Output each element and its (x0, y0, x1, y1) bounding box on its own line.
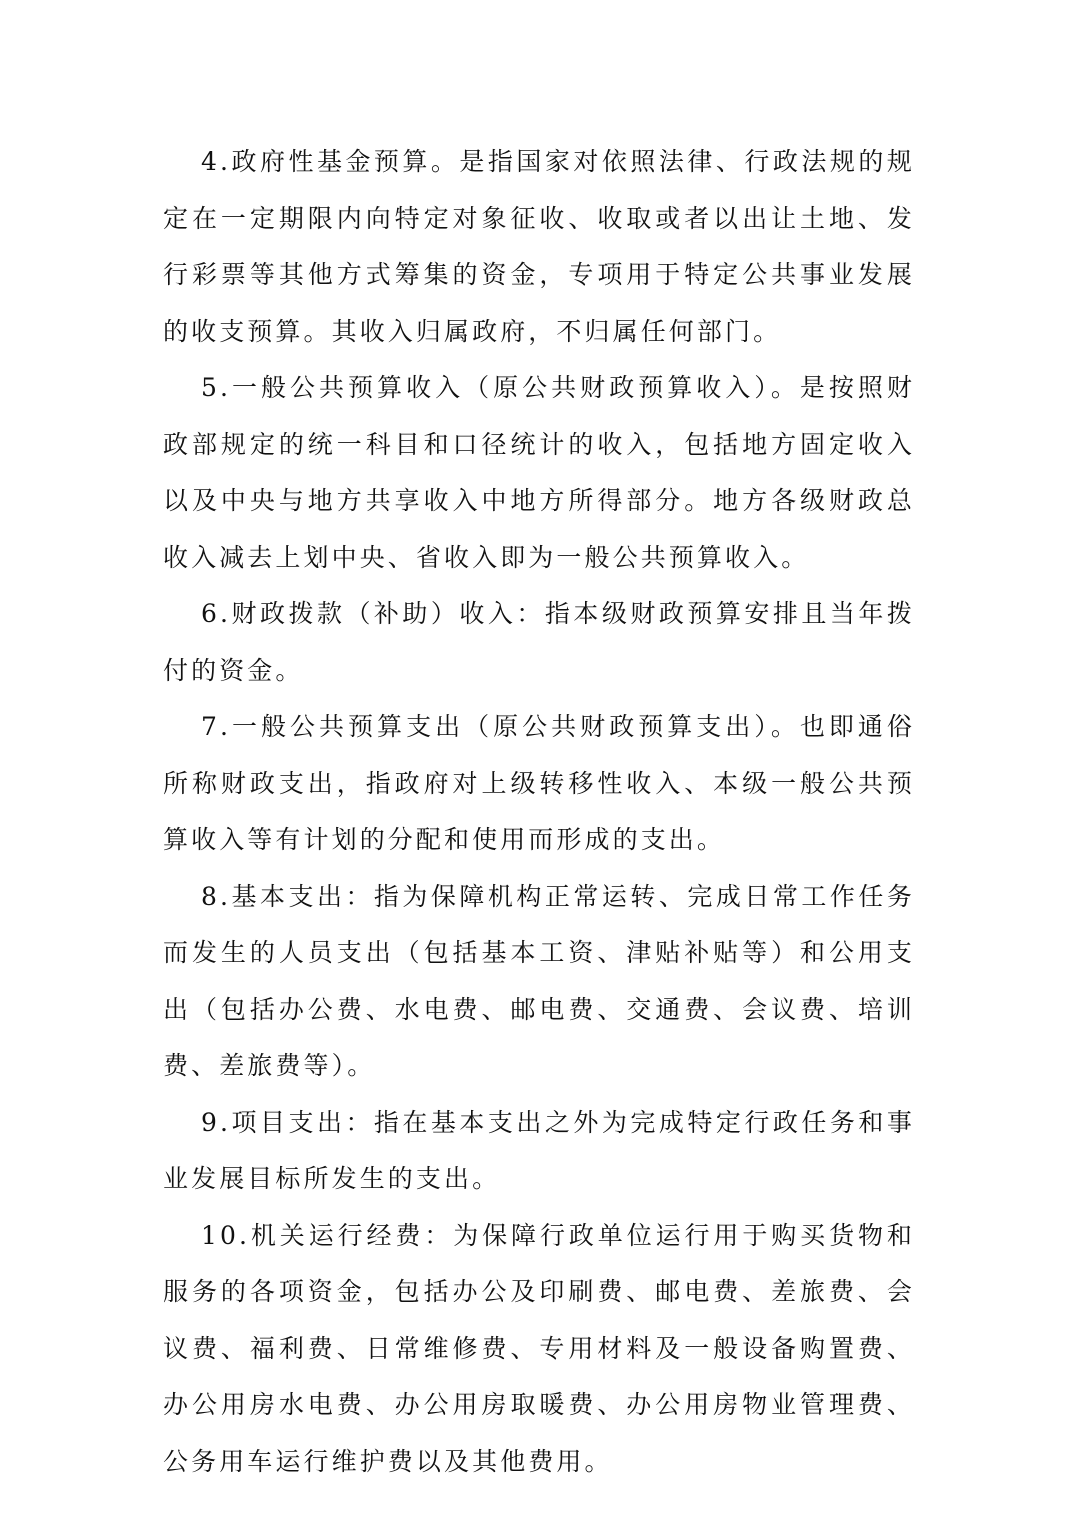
paragraph-fiscal-appropriation-revenue: 6.财政拨款（补助）收入：指本级财政预算安排且当年拨付的资金。 (163, 599, 915, 685)
paragraph-general-public-budget-revenue: 5.一般公共预算收入（原公共财政预算收入）。是按照财政部规定的统一科目和口径统计的收入，包括地方固定收入以及中央与地方共享收入中地方所得部分。地方各级财政总收入减去上划中央、省收入即为一般公共预算收入。 (163, 373, 915, 572)
document-body (163, 134, 915, 1490)
paragraph-institution-operating-expenses: 10.机关运行经费：为保障行政单位运行用于购买货物和服务的各项资金，包括办公及印刷费、邮电费、差旅费、会议费、福利费、日常维修费、专用材料及一般设备购置费、办公用房水电费、办公用房取暖费、办公用房物业管理费、公务用车运行维护费以及其他费用。 (163, 1220, 915, 1476)
paragraph-basic-expenditure: 8.基本支出：指为保障机构正常运转、完成日常工作任务而发生的人员支出（包括基本工资、津贴补贴等）和公用支出（包括办公费、水电费、邮电费、交通费、会议费、培训费、差旅费等）。 (163, 881, 915, 1080)
paragraph-project-expenditure: 9.项目支出：指在基本支出之外为完成特定行政任务和事业发展目标所发生的支出。 (163, 1107, 915, 1193)
paragraph-general-public-budget-expenditure: 7.一般公共预算支出（原公共财政预算支出）。也即通俗所称财政支出，指政府对上级转移性收入、本级一般公共预算收入等有计划的分配和使用而形成的支出。 (163, 712, 915, 854)
paragraph-government-fund-budget: 4.政府性基金预算。是指国家对依照法律、行政法规的规定在一定期限内向特定对象征收、收取或者以出让土地、发行彩票等其他方式筹集的资金，专项用于特定公共事业发展的收支预算。其收入归属政府，不归属任何部门。 (163, 147, 915, 346)
